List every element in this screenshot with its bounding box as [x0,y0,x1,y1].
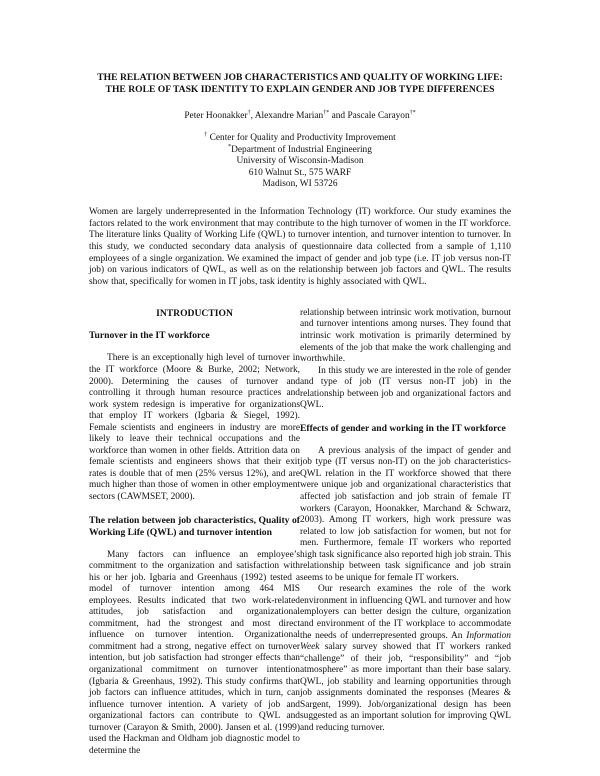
interest-paragraph: In this study we are interested in the role of gender and type of job (IT versus non-IT job) in the relationship between job and organizational factors and QWL. [300,365,511,411]
title-line-2: THE ROLE OF TASK IDENTITY TO EXPLAIN GENDER AND JOB TYPE DIFFERENCES [105,84,495,95]
spacer [300,412,511,423]
relation-paragraph-continued: relationship between intrinsic work motivation, burnout and turnover intentions among nurses. They found that intrinsic work motivation is primarily determined by elements of the job that make the work challenging and worthwhile. [300,307,511,365]
spacer [89,504,300,515]
author-sep-2: and [329,111,348,121]
body-columns [89,308,511,758]
author-2: Alexandre Marian [254,111,324,121]
introduction-heading: INTRODUCTION [156,307,233,319]
left-column [89,308,300,758]
research-paragraph [300,584,511,734]
effects-paragraph: A previous analysis of the impact of gender and job type (IT versus non-IT) on the job characteristics-QWL relation in the IT workforce showed that there were unique job and organizational characteristics that affected job satisfaction and job strain of female IT workers (Carayon, Hoonakker, Marchand & Schwarz, 2003). Among IT workers, high work pressure was related to low job satisfaction for women, but not for men. Furthermore, female IT workers who reported high task significance also reported high job strain. This relationship between task significance and job strain seems to be unique for female IT workers. [300,445,511,583]
title-line-1: THE RELATION BETWEEN JOB CHARACTERISTICS AND QUALITY OF WORKING LIFE: [97,72,503,83]
turnover-paragraph: There is an exceptionally high level of turnover in the IT workforce (Moore & Burke, 2002; Network, 2000). Determining the causes of turnover and controlling it through human resource practices and work system redesign is imperative for organizations that employ IT workers (Igbaria & Siegel, 1992). Female scientists and engineers in industry are more likely to leave their technical occupations and the workforce than women in other fields. Attrition data on female scientists and engineers shows that their exit rates is double that of men (25% versus 12%), and are much higher than those of women in other employment sectors (CAWMSET, 2000). [89,353,300,502]
author-2-mark: †* [323,109,330,116]
effects-heading: Effects of gender and working in the IT workforce [300,422,506,434]
relation-paragraph: Many factors can influence an employee’s commitment to the organization and satisfaction with his or her job. Igbaria and Greenhaus (1992) tested a model of turnover intention among 464 MIS employees. Results indicated that two work-related attitudes, job satisfaction and organizational commitment, had the strongest and most direct influence on turnover intention. Organizational commitment had a strong, negative effect on turnover intention, but job satisfaction had stronger effects than organizational commitment on turnover intention (Igbaria & Greenhaus, 1992). This study confirms that job factors can influence attitudes, which in turn, can influence turnover intention. A variety of job and organizational factors can contribute to QWL and turnover (Carayon & Smith, 2000). Jansen et al. (1999) used the Hackman and Oldham job diagnostic model to determine the [89,549,300,756]
turnover-heading: Turnover in the IT workforce [89,330,210,342]
affiliation-line-2 [89,145,511,157]
author-3-mark: †* [409,109,416,116]
affiliation-center: Center for Quality and Productivity Improvement [207,133,396,143]
affiliation-line-1 [89,133,511,145]
affiliation-street: 610 Walnut St., 575 WARF [248,167,352,178]
affiliation-mark-1: † [204,131,208,138]
relation-heading: The relation between job characteristics, Quality of Working Life (QWL) and turnover intention [89,514,300,538]
author-3: Pascale Carayon [347,111,410,121]
author-list [89,110,511,122]
author-sep-1: , [250,111,255,121]
affiliation-department: Department of Industrial Engineering [231,144,372,155]
right-column [300,308,511,758]
research-text-b: salary survey showed that IT workers ranked “challenge” of their job, “responsibility” and “job atmosphere” as more important than their base salary. QWL, job stability and learning opportunities through job assignments dominated the responses (Meares & Sargent, 1999). Job/organizational design has been suggested as an important solution for improving QWL and reducing turnover. [300,642,511,733]
research-text-a: Our research examines the role of the work environment in influencing QWL and turnover and how employers can better design the culture, organization and environment of the IT workplace to accommodate the needs of underrepresented groups. An [300,584,511,641]
research-magazine-name: Information Week [300,630,511,653]
affiliation-city: Madison, WI 53726 [262,179,338,190]
author-1-mark: † [247,109,251,116]
affiliation-block [89,133,511,191]
affiliation-university: University of Wisconsin-Madison [236,156,364,167]
affiliation-mark-2: * [228,143,232,150]
author-1: Peter Hoonakker [184,111,248,121]
abstract: Women are largely underrepresented in the Information Technology (IT) workforce. Our study examines the factors related to the work environment that may contribute to the high turnover of women in the IT workforce. The literature links Quality of Working Life (QWL) to turnover intention, and turnover intention to turnover. In this study, we conducted secondary data analysis of questionnaire data collected from a sample of 1,110 employees of a single organization. We examined the impact of gender and job type (i.e. IT job versus non-IT job) on various indicators of QWL, as well as on the relationship between job factors and QWL. The results show that, specifically for women in IT jobs, task identity is highly associated with QWL. [89,206,511,288]
paper-title [89,72,511,96]
